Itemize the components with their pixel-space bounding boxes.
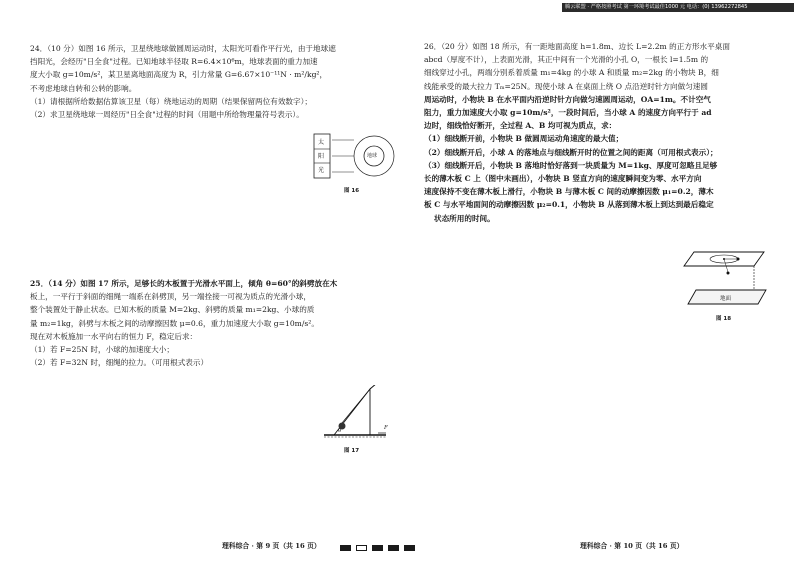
q26-line: abcd（厚度不计），上表面光滑，其正中间有一个光滑的小孔 O，一根长 l=1.5m 的 — [424, 55, 709, 65]
q24-line: （1）请根据所给数据估算该卫星（每）绕地运动的周期（结果保留两位有效数字）； — [30, 96, 312, 106]
footer-left-page-number: 理科综合 · 第 9 页（共 16 页） — [222, 542, 321, 550]
q24-line: （2）求卫星绕地球一周经历"日全食"过程的时间（用题中所给物理量符号表示）。 — [30, 110, 304, 120]
q26-line: 状态所用的时间。 — [434, 213, 495, 223]
q26-line: 26．（20 分）如图 18 所示，有一距地面高度 h=1.8m、边长 L=2.2m 的正方形水平桌面 — [424, 42, 730, 51]
q25-line: 量 m₂=1kg，斜劈与木板之间的动摩擦因数 μ=0.6，重力加速度大小取 g=10m/s²。 — [30, 318, 319, 328]
figure-18 — [682, 248, 768, 310]
figure-17 — [320, 385, 392, 443]
fig16-earth-label: 地球 — [367, 153, 378, 159]
q24-line: 挡阳光，会经历"日全食"过程。已知地球半径取 R=6.4×10⁶m，地球表面的重力加速 — [30, 57, 318, 67]
fig16-sun-label: 太 — [318, 139, 325, 146]
fig17-force-label: F — [384, 425, 388, 431]
figure-17-caption: 图 17 — [344, 448, 360, 454]
question-25 — [30, 277, 337, 369]
page-header-bar: 腾云联盟 · 严格按照考试 第一环境考试最佳1000 元 电话：(0) 13962272845 — [562, 3, 794, 12]
figure-16-caption: 图 16 — [344, 188, 360, 194]
registration-mark — [388, 545, 399, 551]
footer-right-page-number: 理科综合 · 第 10 页（共 16 页） — [580, 542, 684, 550]
q26-line: （1）细线断开前，小物块 B 做圆周运动角速度的最大值； — [424, 134, 624, 144]
registration-mark — [404, 545, 415, 551]
q25-line: 板上，一平行于斜面的细绳一端系在斜劈顶，另一端拴接一可视为质点的光滑小球， — [30, 292, 311, 302]
fig18-surface-label: 地面 — [720, 296, 732, 302]
registration-mark — [340, 545, 351, 551]
fig16-sun-label: 阳 — [318, 153, 325, 160]
q24-line: 24．（10 分）如图 16 所示，卫星绕地球做圆周运动时，太阳光可看作平行光，由于地球遮 — [30, 44, 336, 53]
q26-line: 周运动时，小物块 B 在水平面内沿逆时针方向做匀速圆周运动，OA=1m。不计空气 — [424, 94, 711, 104]
figure-16 — [296, 132, 406, 184]
registration-marks — [340, 545, 415, 551]
figure-18-caption: 图 18 — [716, 316, 732, 322]
q25-line: 整个装置处于静止状态。已知木板的质量 M=2kg、斜劈的质量 m₁=2kg、小球的质 — [30, 305, 315, 315]
q26-line: 细线穿过小孔，两端分别系着质量 m₁=4kg 的小球 A 和质量 m₂=2kg 的小物块 B，细 — [424, 68, 719, 78]
q26-line: 速度保持不变在薄木板上滑行，小物块 B 与薄木板 C 间的动摩擦因数 μ₁=0.2，薄木 — [424, 187, 714, 197]
q25-line: 25．（14 分）如图 17 所示，足够长的木板置于光滑水平面上，倾角 θ=60°的斜劈放在木 — [30, 279, 338, 288]
fig16-sun-label: 光 — [318, 167, 325, 174]
q25-line: 现在对木板施加一水平向右的恒力 F，稳定后求： — [30, 331, 198, 341]
registration-mark — [356, 545, 367, 551]
q26-line: （3）细线断开后，小物块 B 落地时恰好落到一块质量为 M=1kg、厚度可忽略且足够 — [424, 160, 718, 170]
q24-line: 度大小取 g=10m/s²，某卫星离地面高度为 R，引力常量 G=6.67×10⁻¹¹N · m²/kg²， — [30, 70, 328, 80]
q26-line: 边时，细线恰好断开，全过程 A、B 均可视为质点，求： — [424, 121, 617, 131]
question-26 — [424, 40, 730, 225]
figure-16-drawing — [296, 132, 406, 184]
q26-line: 长的薄木板 C 上（图中未画出），小物块 B 竖直方向的速度瞬间变为零、水平方向 — [424, 174, 702, 184]
q26-line: 板 C 与水平地面间的动摩擦因数 μ₂=0.1，小物块 B 从落到薄木板上到达到最后稳定 — [424, 200, 714, 210]
q25-line: （1）若 F=25N 时，小球的加速度大小； — [30, 345, 174, 355]
registration-mark — [372, 545, 383, 551]
figure-17-drawing — [320, 385, 392, 443]
q26-line: 线能承受的最大拉力 Tₘ=25N。现使小球 A 在桌面上绕 O 点沿逆时针方向做匀速圆 — [424, 81, 708, 91]
q26-line: （2）细线断开后，小球 A 的落地点与细线断开时的位置之间的距离（可用根式表示）； — [424, 147, 718, 157]
fig17-angle-label: θ — [338, 428, 342, 434]
question-24 — [30, 42, 336, 121]
q26-line: 阻力，重力加速度大小取 g=10m/s²，一段时间后，当小球 A 的速度方向平行于 ad — [424, 108, 712, 118]
q25-line: （2）若 F=32N 时，细绳的拉力。（可用根式表示） — [30, 358, 209, 368]
q24-line: 不考虑地球自转和公转的影响。 — [30, 83, 137, 93]
